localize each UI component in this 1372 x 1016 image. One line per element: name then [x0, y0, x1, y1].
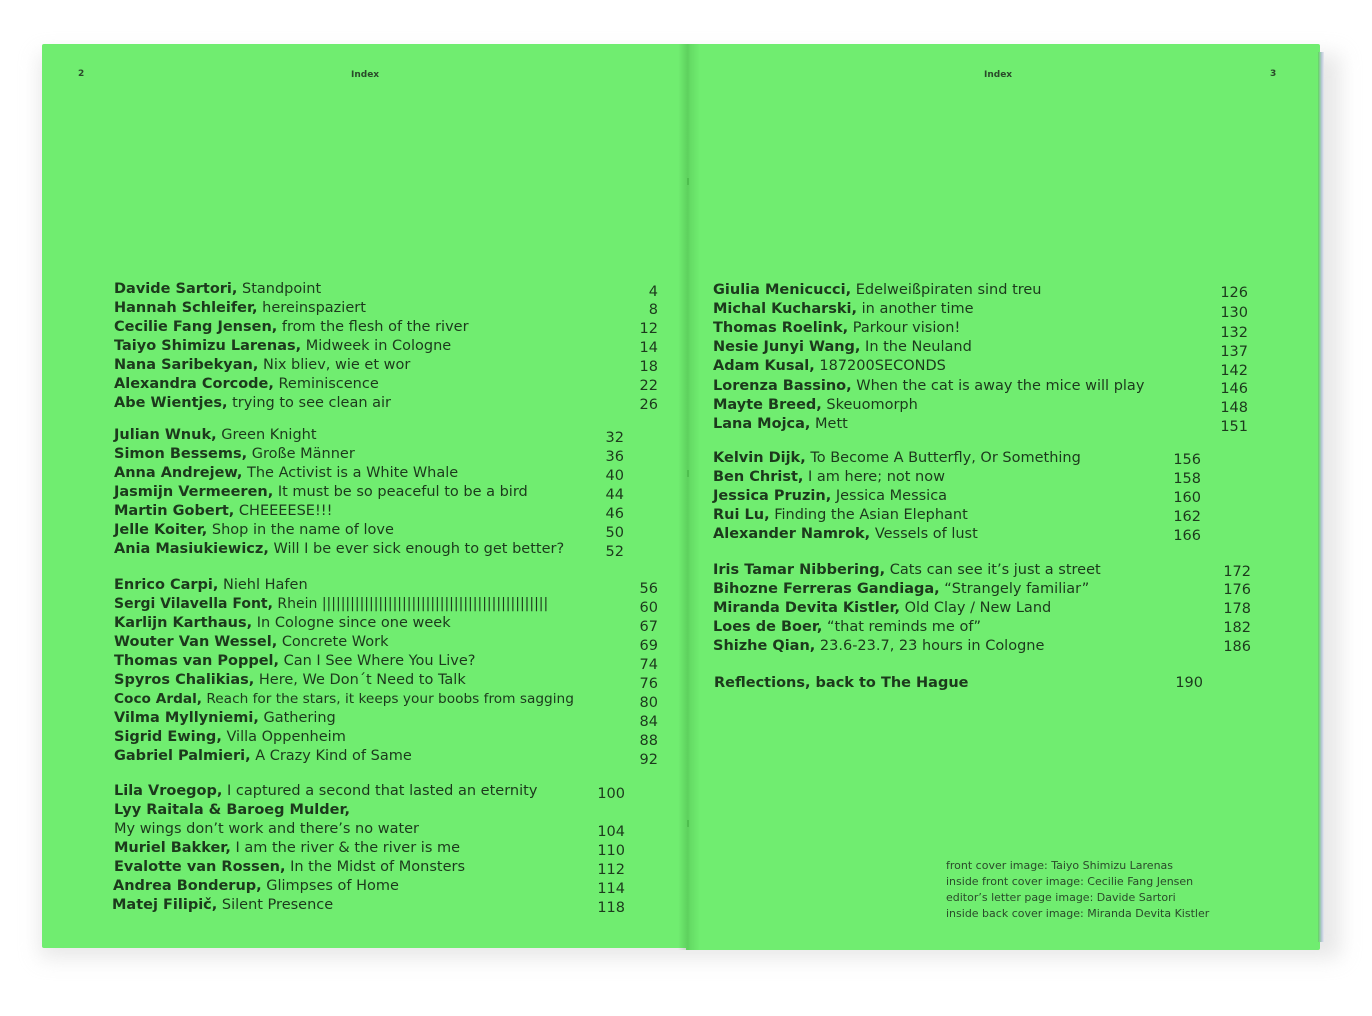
toc-entry — [114, 709, 336, 728]
toc-author: Reflections, back to The Hague — [714, 675, 969, 691]
image-credits — [946, 858, 1209, 922]
toc-author: Taiyo Shimizu Larenas, — [114, 338, 302, 354]
toc-title: Midweek in Cologne — [305, 338, 452, 354]
toc-title: CHEEEESE!!! — [238, 503, 333, 519]
toc-page-number: 80 — [639, 695, 658, 711]
toc-entry — [713, 525, 978, 544]
toc-title: Rhein |||||||||||||||||||||||||||||||||||||||||||||||| — [277, 596, 549, 612]
toc-title: Reminiscence — [278, 376, 379, 392]
binding-stitch — [687, 470, 689, 477]
toc-entry — [114, 801, 350, 820]
toc-entry — [114, 337, 451, 356]
toc-entry — [114, 576, 308, 595]
toc-entry — [713, 377, 1144, 396]
toc-author: Alexandra Corcode, — [114, 376, 274, 392]
toc-author: Martin Gobert, — [114, 503, 235, 519]
toc-page-number: 69 — [639, 638, 658, 654]
toc-author: Spyros Chalikias, — [114, 672, 255, 688]
toc-page-number: 112 — [597, 862, 625, 878]
toc-author: Lila Vroegop, — [114, 783, 223, 799]
toc-entry — [114, 394, 391, 413]
toc-title: 187200SECONDS — [819, 358, 946, 374]
toc-author: Lyy Raitala & Baroeg Mulder, — [114, 802, 351, 818]
toc-title: Vessels of lust — [874, 526, 978, 542]
toc-author: Bihozne Ferreras Gandiaga, — [713, 581, 940, 597]
toc-title: In the Midst of Monsters — [290, 859, 465, 875]
toc-page-number: 56 — [639, 581, 658, 597]
toc-author: Jessica Pruzin, — [713, 488, 832, 504]
toc-page-number: 84 — [639, 714, 658, 730]
toc-title: trying to see clean air — [232, 395, 392, 411]
toc-author: Evalotte van Rossen, — [114, 859, 286, 875]
toc-page-number: 114 — [597, 881, 625, 897]
toc-page-number: 110 — [597, 843, 625, 859]
toc-page-number: 130 — [1220, 305, 1248, 321]
toc-title: To Become A Butterfly, Or Something — [810, 450, 1081, 466]
toc-author: Hannah Schleifer, — [114, 300, 258, 316]
toc-entry — [114, 280, 321, 299]
toc-entry — [114, 483, 528, 502]
toc-title: It must be so peaceful to be a bird — [277, 484, 528, 500]
toc-title: Reach for the stars, it keeps your boobs from sagging — [206, 691, 574, 707]
toc-author: Vilma Myllyniemi, — [114, 710, 259, 726]
toc-entry — [114, 426, 317, 445]
toc-entry — [113, 877, 399, 896]
toc-entry — [114, 633, 388, 652]
toc-author: Mayte Breed, — [713, 397, 822, 413]
toc-page-number: 92 — [639, 752, 658, 768]
page-edges — [1318, 52, 1324, 942]
credit-line: inside back cover image: Miranda Devita Kistler — [946, 907, 1210, 920]
credit-line: inside front cover image: Cecilie Fang Jensen — [946, 875, 1194, 888]
toc-author: Lorenza Bassino, — [713, 378, 852, 394]
toc-title: Villa Oppenheim — [226, 729, 346, 745]
toc-entry — [114, 540, 564, 559]
toc-page-number: 137 — [1220, 344, 1248, 360]
binding-stitch — [687, 820, 689, 827]
toc-title: Mett — [815, 416, 848, 432]
toc-title: The Activist is a White Whale — [247, 465, 459, 481]
toc-entry — [713, 618, 981, 637]
toc-title: Nix bliev, wie et wor — [262, 357, 411, 373]
toc-entry — [114, 839, 460, 858]
toc-title: “Strangely familiar” — [944, 581, 1090, 597]
toc-title: Silent Presence — [221, 897, 334, 913]
toc-title: Green Knight — [221, 427, 317, 443]
toc-title: Glimpses of Home — [266, 878, 399, 894]
toc-page-number: 132 — [1220, 325, 1248, 341]
toc-page-number: 146 — [1220, 381, 1248, 397]
toc-entry — [114, 782, 537, 801]
toc-page-number: 88 — [639, 733, 658, 749]
toc-page-number: 186 — [1223, 639, 1251, 655]
toc-page-number: 118 — [597, 900, 625, 916]
toc-page-number: 104 — [597, 824, 625, 840]
toc-title: My wings don’t work and there’s no water — [114, 821, 420, 837]
toc-entry — [713, 487, 947, 506]
toc-title: Cats can see it’s just a street — [889, 562, 1101, 578]
toc-author: Lana Mojca, — [713, 416, 811, 432]
toc-entry — [713, 506, 968, 525]
toc-title: I am here; not now — [808, 469, 945, 485]
toc-author: Michal Kucharski, — [713, 301, 858, 317]
toc-author: Miranda Devita Kistler, — [713, 600, 901, 616]
toc-title: Shop in the name of love — [211, 522, 394, 538]
toc-entry — [114, 356, 410, 375]
toc-page-number: 67 — [639, 619, 658, 635]
toc-page-number: 178 — [1223, 601, 1251, 617]
toc-page-number: 52 — [605, 544, 624, 560]
toc-entry — [713, 415, 848, 434]
toc-author: Kelvin Dijk, — [713, 450, 806, 466]
toc-title: A Crazy Kind of Same — [255, 748, 412, 764]
toc-entry — [713, 357, 946, 376]
toc-entry — [114, 318, 469, 337]
toc-page-number: 176 — [1223, 582, 1251, 598]
toc-entry — [114, 728, 346, 747]
toc-page-number: 22 — [639, 378, 658, 394]
toc-author: Thomas Roelink, — [713, 320, 849, 336]
toc-author: Nana Saribekyan, — [114, 357, 259, 373]
toc-entry — [713, 561, 1101, 580]
toc-entry — [114, 299, 366, 318]
toc-author: Muriel Bakker, — [114, 840, 231, 856]
toc-author: Ania Masiukiewicz, — [114, 541, 269, 557]
right-running-head: Index — [984, 70, 1013, 80]
toc-page-number: 12 — [639, 321, 658, 337]
toc-title: Finding the Asian Elephant — [774, 507, 968, 523]
toc-entry — [114, 445, 355, 464]
toc-title: Concrete Work — [281, 634, 389, 650]
toc-page-number: 182 — [1223, 620, 1251, 636]
toc-page-number: 46 — [605, 506, 624, 522]
toc-entry — [114, 614, 451, 633]
toc-entry — [114, 521, 394, 540]
toc-page-number: 172 — [1223, 564, 1251, 580]
toc-author: Shizhe Qian, — [713, 638, 816, 654]
toc-author: Karlijn Karthaus, — [114, 615, 253, 631]
toc-title: Skeuomorph — [826, 397, 918, 413]
toc-entry — [114, 747, 412, 766]
toc-title: from the flesh of the river — [281, 319, 469, 335]
toc-author: Davide Sartori, — [114, 281, 238, 297]
toc-page-number: 156 — [1173, 452, 1201, 468]
toc-author: Simon Bessems, — [114, 446, 248, 462]
toc-author: Matej Filipič, — [112, 897, 218, 913]
spine-fold — [678, 44, 700, 950]
toc-title: In the Neuland — [865, 339, 972, 355]
toc-entry — [114, 858, 465, 877]
toc-author: Coco Ardal, — [114, 691, 202, 707]
toc-title: I am the river & the river is me — [235, 840, 461, 856]
toc-page-number: 44 — [605, 487, 624, 503]
toc-author: Abe Wientjes, — [114, 395, 228, 411]
toc-entry — [713, 338, 972, 357]
toc-entry — [713, 580, 1089, 599]
toc-entry — [114, 652, 476, 671]
toc-author: Giulia Menicucci, — [713, 282, 852, 298]
toc-title: I captured a second that lasted an eternity — [227, 783, 538, 799]
toc-title: Parkour vision! — [852, 320, 961, 336]
toc-entry — [114, 502, 332, 521]
toc-author: Loes de Boer, — [713, 619, 823, 635]
toc-entry — [114, 820, 419, 839]
toc-entry — [713, 281, 1042, 300]
binding-stitch — [687, 178, 689, 185]
toc-author: Sigrid Ewing, — [114, 729, 222, 745]
toc-entry — [713, 599, 1051, 618]
toc-entry — [114, 595, 548, 614]
toc-entry — [114, 690, 574, 709]
toc-page-number: 4 — [648, 284, 658, 300]
left-running-head: Index — [351, 70, 380, 80]
toc-entry — [713, 396, 918, 415]
toc-author: Jelle Koiter, — [114, 522, 208, 538]
toc-title: Can I See Where You Live? — [283, 653, 476, 669]
toc-title: “that reminds me of” — [826, 619, 981, 635]
toc-title: hereinspaziert — [262, 300, 366, 316]
toc-title: Old Clay / New Land — [904, 600, 1052, 616]
toc-author: Ben Christ, — [713, 469, 804, 485]
toc-page-number: 160 — [1173, 490, 1201, 506]
toc-entry — [114, 375, 379, 394]
toc-author: Jasmijn Vermeeren, — [114, 484, 274, 500]
toc-title: in another time — [861, 301, 974, 317]
toc-author: Cecilie Fang Jensen, — [114, 319, 278, 335]
toc-author: Anna Andrejew, — [114, 465, 243, 481]
toc-author: Adam Kusal, — [713, 358, 815, 374]
toc-author: Wouter Van Wessel, — [114, 634, 278, 650]
toc-entry — [713, 468, 945, 487]
toc-title: Große Männer — [251, 446, 355, 462]
toc-page-number: 18 — [639, 359, 658, 375]
toc-entry — [713, 300, 974, 319]
toc-entry — [713, 449, 1081, 468]
toc-page-number: 151 — [1220, 419, 1248, 435]
toc-page-number: 126 — [1220, 285, 1248, 301]
toc-author: Sergi Vilavella Font, — [114, 596, 273, 612]
toc-page-number: 14 — [639, 340, 658, 356]
toc-title: When the cat is away the mice will play — [856, 378, 1145, 394]
toc-author: Andrea Bonderup, — [113, 878, 262, 894]
toc-page-number: 76 — [639, 676, 658, 692]
toc-entry — [114, 671, 466, 690]
toc-title: 23.6-23.7, 23 hours in Cologne — [819, 638, 1045, 654]
toc-title: Niehl Hafen — [223, 577, 308, 593]
toc-author: Iris Tamar Nibbering, — [713, 562, 886, 578]
toc-title: Edelweißpiraten sind treu — [855, 282, 1042, 298]
toc-entry — [714, 674, 969, 693]
toc-page-number: 60 — [639, 600, 658, 616]
toc-entry — [713, 319, 960, 338]
toc-page-number: 74 — [639, 657, 658, 673]
toc-page-number: 36 — [605, 449, 624, 465]
right-folio: 3 — [1270, 69, 1277, 79]
credit-line: editor’s letter page image: Davide Sartori — [946, 891, 1176, 904]
toc-page-number: 26 — [639, 397, 658, 413]
toc-title: In Cologne since one week — [256, 615, 451, 631]
toc-page-number: 190 — [1175, 675, 1203, 691]
toc-page-number: 162 — [1173, 509, 1201, 525]
toc-page-number: 158 — [1173, 471, 1201, 487]
toc-page-number: 32 — [605, 430, 624, 446]
toc-page-number: 142 — [1220, 363, 1248, 379]
toc-author: Thomas van Poppel, — [114, 653, 280, 669]
toc-entry — [112, 896, 333, 915]
toc-entry — [713, 637, 1044, 656]
toc-title: Will I be ever sick enough to get better? — [273, 541, 565, 557]
left-folio: 2 — [78, 69, 85, 79]
toc-entry — [114, 464, 458, 483]
toc-page-number: 50 — [605, 525, 624, 541]
credit-line: front cover image: Taiyo Shimizu Larenas — [946, 859, 1174, 872]
toc-page-number: 40 — [605, 468, 624, 484]
toc-page-number: 8 — [648, 302, 658, 318]
toc-page-number: 100 — [597, 786, 625, 802]
toc-author: Nesie Junyi Wang, — [713, 339, 861, 355]
toc-title: Jessica Messica — [835, 488, 948, 504]
toc-author: Rui Lu, — [713, 507, 770, 523]
toc-title: Gathering — [263, 710, 336, 726]
toc-author: Enrico Carpi, — [114, 577, 219, 593]
toc-author: Alexander Namrok, — [713, 526, 871, 542]
toc-page-number: 166 — [1173, 528, 1201, 544]
toc-author: Gabriel Palmieri, — [114, 748, 251, 764]
toc-author: Julian Wnuk, — [114, 427, 217, 443]
toc-title: Here, We Don´t Need to Talk — [258, 672, 466, 688]
toc-title: Standpoint — [242, 281, 322, 297]
toc-page-number: 148 — [1220, 400, 1248, 416]
